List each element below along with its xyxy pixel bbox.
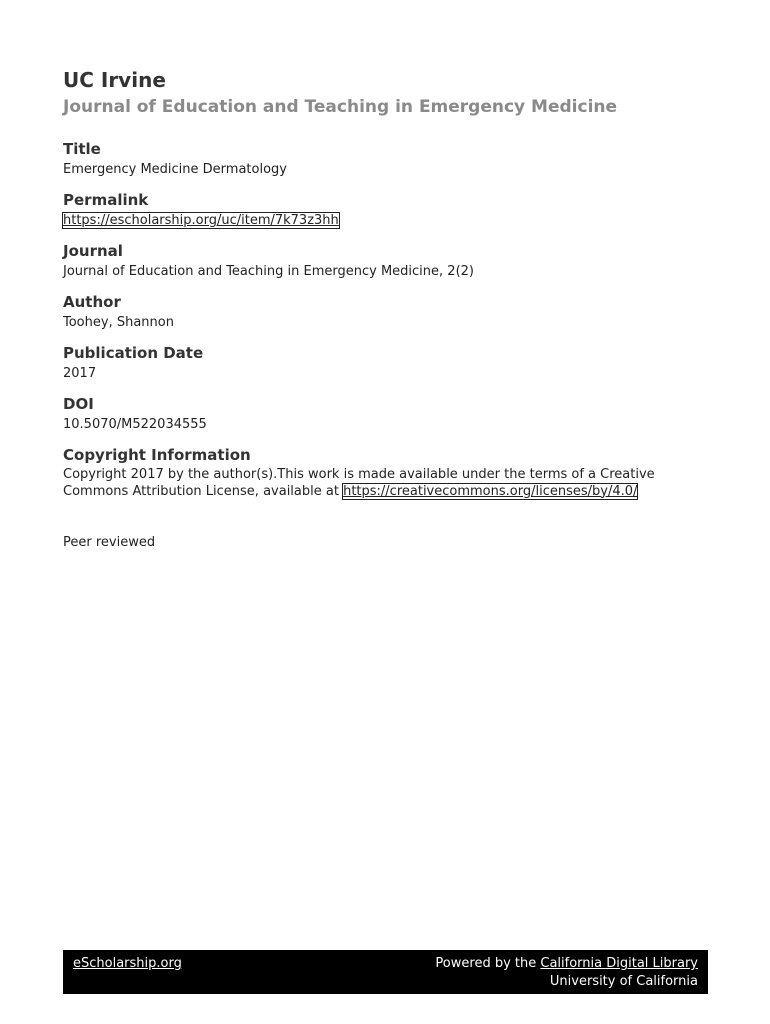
author-label: Author — [63, 293, 121, 311]
author-field — [63, 292, 713, 331]
title-label: Title — [63, 140, 101, 158]
permalink-link[interactable]: https://escholarship.org/uc/item/7k73z3hh — [63, 213, 339, 228]
metadata-fields — [63, 139, 713, 512]
publication-name: Journal of Education and Teaching in Emergency Medicine — [63, 97, 618, 117]
permalink-field — [63, 190, 713, 229]
doi-field — [63, 394, 713, 433]
copyright-label: Copyright Information — [63, 446, 251, 464]
license-link[interactable]: https://creativecommons.org/licenses/by/4.0/ — [343, 483, 638, 499]
journal-value: Journal of Education and Teaching in Emergency Medicine, 2(2) — [63, 264, 474, 279]
author-value: Toohey, Shannon — [63, 315, 174, 330]
publication-date-label: Publication Date — [63, 344, 204, 362]
powered-by-prefix: Powered by the — [435, 956, 541, 971]
university-name: University of California — [549, 974, 698, 989]
journal-field — [63, 241, 713, 280]
doi-value: 10.5070/M522034555 — [63, 417, 207, 432]
title-field — [63, 139, 713, 178]
footer-bar — [63, 950, 708, 994]
copyright-text — [63, 467, 713, 500]
escholarship-link[interactable]: eScholarship.org — [73, 956, 182, 971]
publication-date-value: 2017 — [63, 366, 97, 381]
copyright-statement: Copyright 2017 by the author(s).This work is made available under the terms of a Creative Commons Attribution License, available at — [63, 467, 655, 499]
powered-by-line — [435, 956, 698, 971]
peer-reviewed-note: Peer reviewed — [63, 535, 156, 550]
publication-date-field — [63, 343, 713, 382]
doi-label: DOI — [63, 395, 94, 413]
journal-label: Journal — [63, 242, 123, 260]
cdl-link[interactable]: California Digital Library — [540, 956, 698, 971]
copyright-field — [63, 445, 713, 500]
permalink-label: Permalink — [63, 191, 149, 209]
title-value: Emergency Medicine Dermatology — [63, 162, 287, 177]
institution-name: UC Irvine — [63, 68, 166, 92]
